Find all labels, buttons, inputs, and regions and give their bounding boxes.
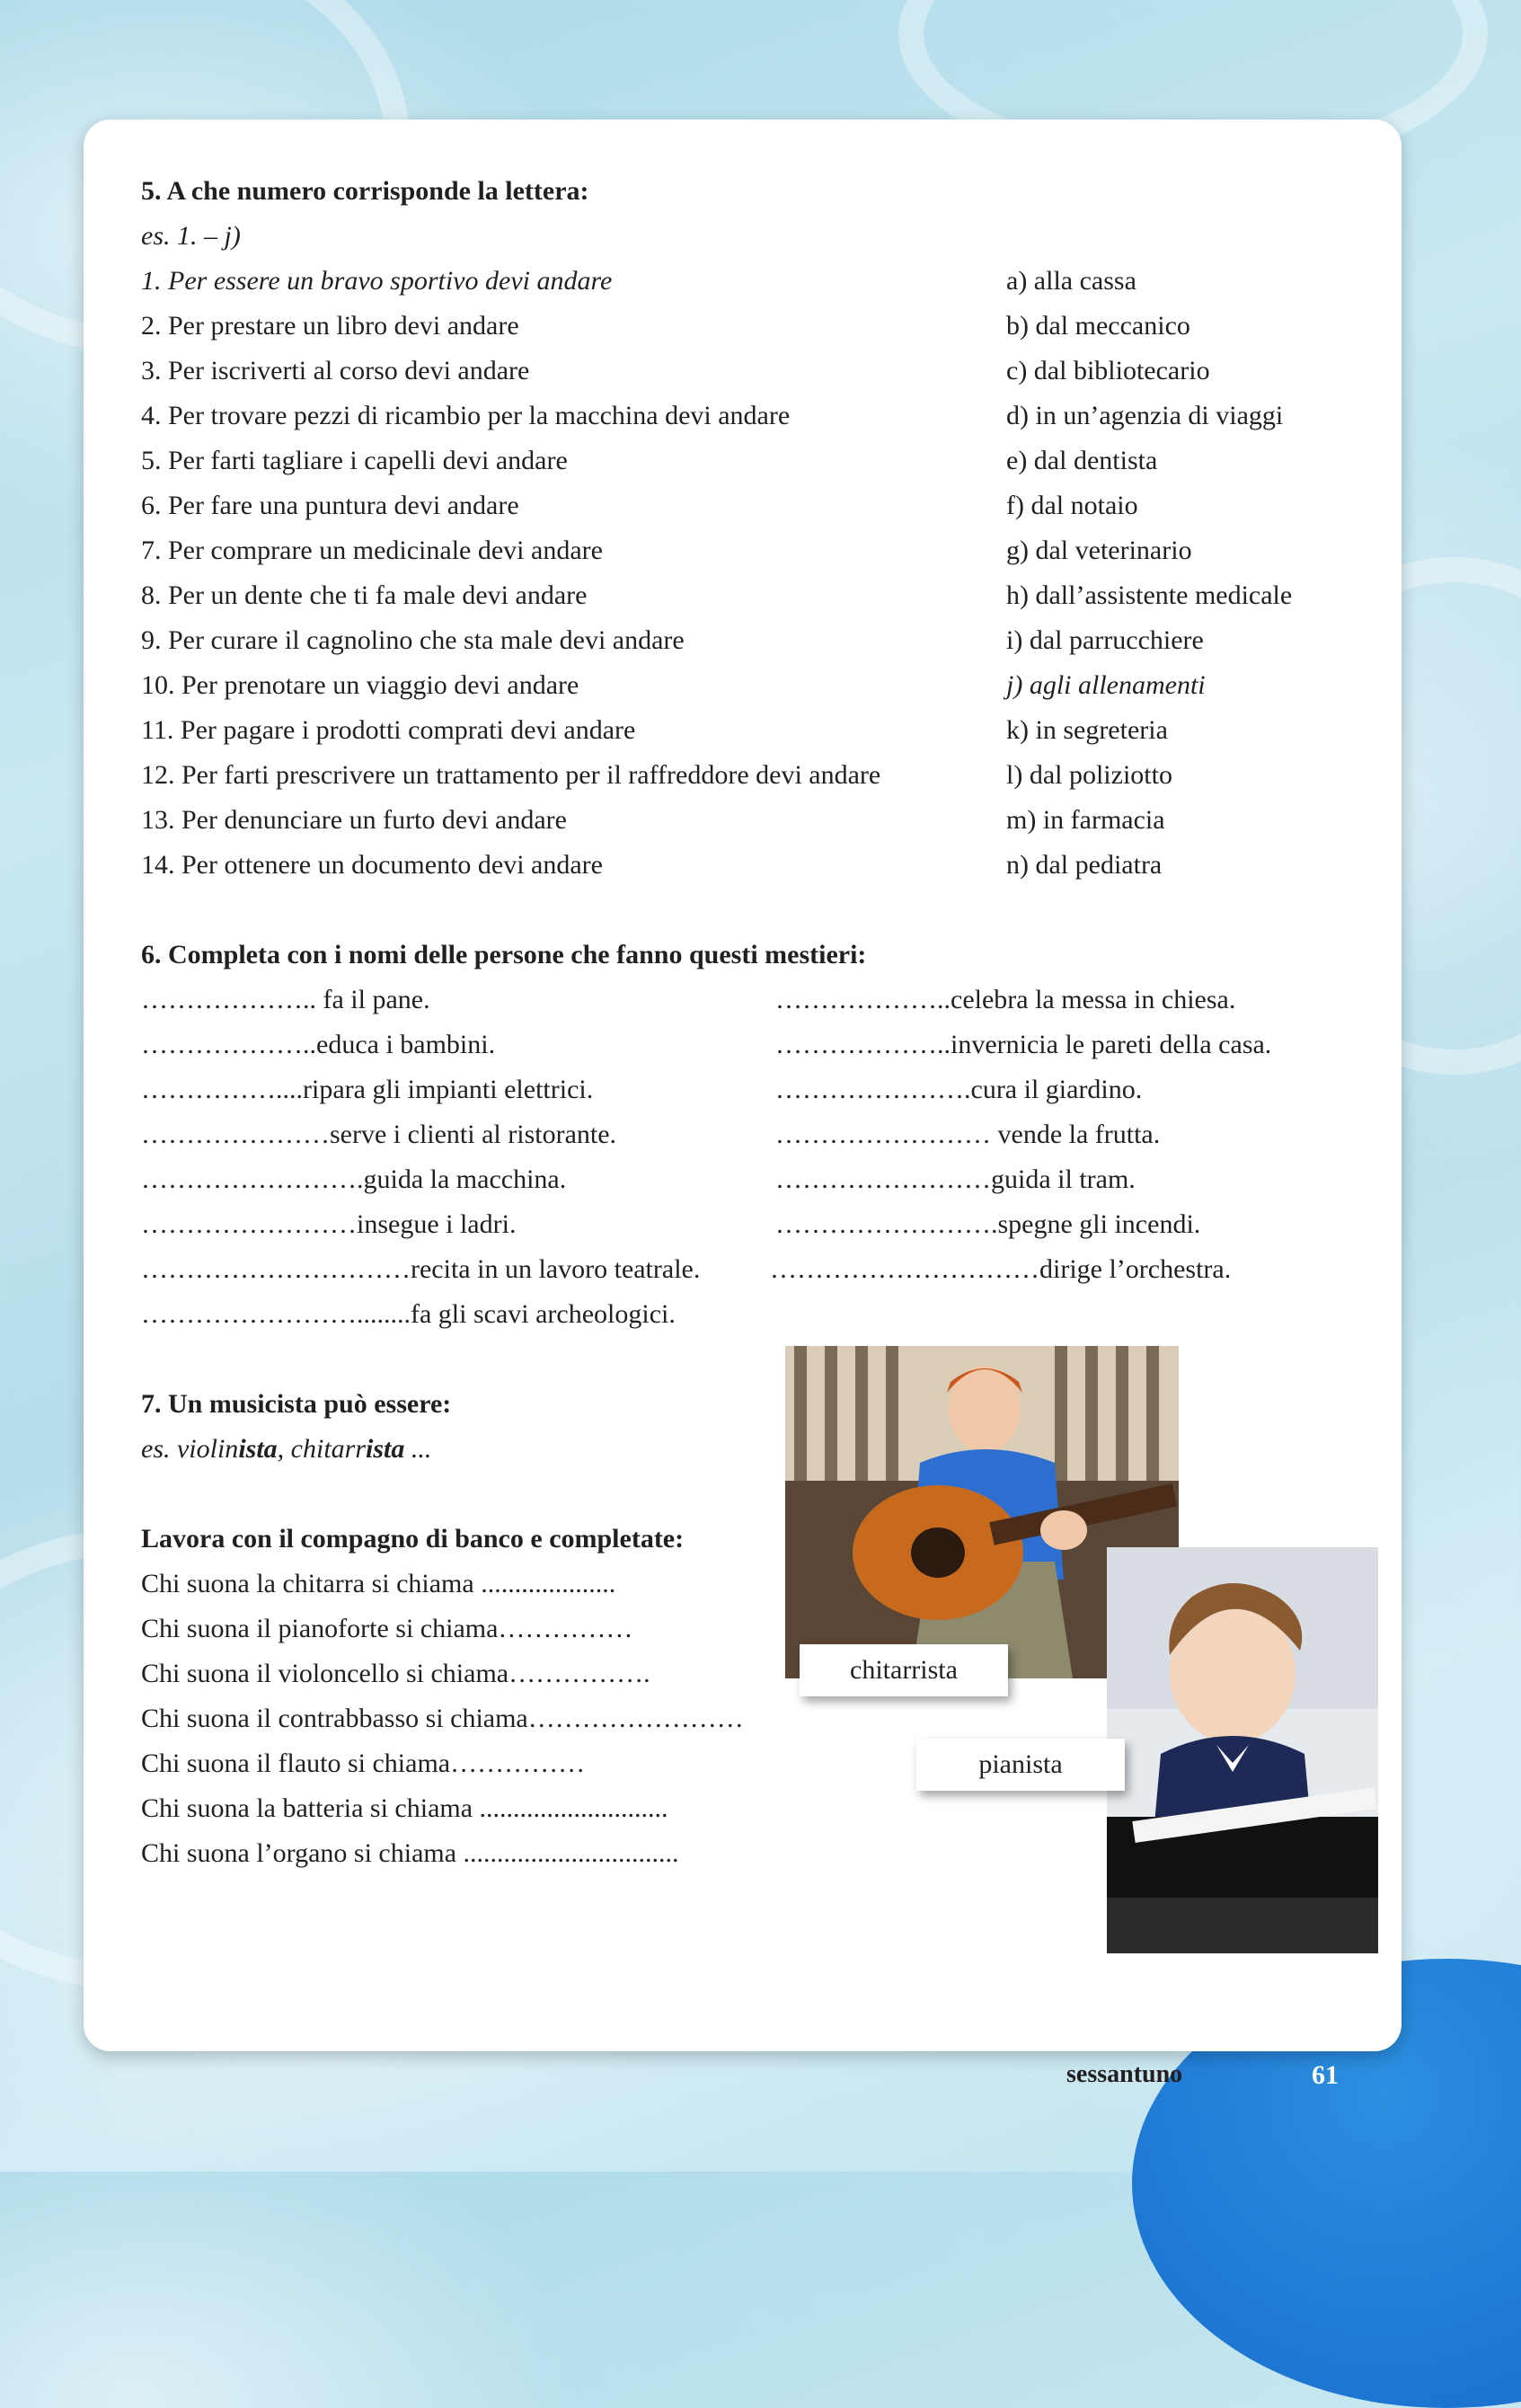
ex5-row (141, 663, 1345, 708)
ex5-row (141, 618, 1345, 663)
ex6-row (141, 1067, 1345, 1112)
ex7-example-text: es. violin (141, 1434, 239, 1464)
ex7-line: Chi suona la chitarra si chiama .................... (141, 1569, 616, 1598)
ex5-row (141, 259, 1345, 304)
ex7-line: Chi suona la batteria si chiama ............................ (141, 1793, 668, 1823)
chitarrista-label: chitarrista (800, 1644, 1008, 1696)
ex5-answer: b) dal meccanico (1006, 311, 1190, 341)
ex5-answer: g) dal veterinario (1006, 536, 1192, 565)
piano-boy-photo (1107, 1547, 1378, 1953)
ex5-answer: a) alla cassa (1006, 266, 1136, 296)
ex6-item: ………………..celebra la messa in chiesa. (775, 985, 1236, 1014)
ex5-answer: l) dal poliziotto (1006, 760, 1172, 790)
ex6-item: ……………………........fa gli scavi archeologici. (141, 1299, 676, 1329)
ex5-row (141, 394, 1345, 438)
ex5-question: 2. Per prestare un libro devi andare (141, 311, 519, 341)
ex5-question: 4. Per trovare pezzi di ricambio per la macchina devi andare (141, 401, 791, 430)
ex5-question: 3. Per iscriverti al corso devi andare (141, 356, 530, 385)
ex6-row (141, 1157, 1345, 1202)
ex5-question: 10. Per prenotare un viaggio devi andare (141, 670, 579, 700)
ex5-row (141, 349, 1345, 394)
ex6-item: …………………….spegne gli incendi. (775, 1209, 1201, 1239)
ex7-title: 7. Un musicista può essere: (141, 1389, 452, 1419)
ex6-item: …………………………dirige l’orchestra. (770, 1254, 1232, 1284)
ex7-example-suffix: ista (238, 1434, 278, 1464)
ex5-example: es. 1. – j) (141, 221, 241, 251)
ex5-row (141, 753, 1345, 798)
page-word: sessantuno (1066, 2060, 1183, 2088)
ex5-question: 9. Per curare il cagnolino che sta male devi andare (141, 625, 685, 655)
ex5-row (141, 708, 1345, 753)
ex5-row (141, 843, 1345, 888)
ex5-answer: f) dal notaio (1006, 491, 1138, 520)
ex6-title: 6. Completa con i nomi delle persone che fanno questi mestieri: (141, 940, 867, 969)
ex5-answer: j) agli allenamenti (1006, 670, 1206, 700)
ex6-item: …………………….guida la macchina. (141, 1164, 567, 1194)
ex6-fill-list (141, 978, 1345, 1337)
ex6-row (141, 978, 1345, 1023)
ex7-line: Chi suona il pianoforte si chiama…………… (141, 1614, 633, 1643)
ex5-question: 12. Per farti prescrivere un trattamento per il raffreddore devi andare (141, 760, 881, 790)
ex7-line: Chi suona il contrabbasso si chiama…………………… (141, 1704, 744, 1733)
ex5-title: 5. A che numero corrisponde la lettera: (141, 176, 589, 206)
ex6-item: ……………....ripara gli impianti elettrici. (141, 1075, 594, 1104)
ex7-line: Chi suona il flauto si chiama…………… (141, 1748, 586, 1778)
ex6-row (141, 1247, 1345, 1292)
ex7-line: Chi suona l’organo si chiama ................................ (141, 1838, 679, 1868)
ex7-subtitle: Lavora con il compagno di banco e completate: (141, 1524, 685, 1554)
ex5-row (141, 528, 1345, 573)
ex5-row (141, 304, 1345, 349)
ex5-answer: h) dall’assistente medicale (1006, 580, 1293, 610)
ex5-row (141, 483, 1345, 528)
ex6-row (141, 1292, 1345, 1337)
ex6-item: …………………… vende la frutta. (775, 1120, 1161, 1149)
ex5-matching-list (141, 259, 1345, 888)
ex5-question: 14. Per ottenere un documento devi andare (141, 850, 603, 880)
ex5-question: 1. Per essere un bravo sportivo devi andare (141, 266, 613, 296)
ex5-answer: d) in un’agenzia di viaggi (1006, 401, 1284, 430)
ex6-item: ……………….. fa il pane. (141, 985, 430, 1014)
ex6-row (141, 1112, 1345, 1157)
ex5-question: 13. Per denunciare un furto devi andare (141, 805, 567, 835)
ex6-row (141, 1023, 1345, 1067)
ex5-answer: k) in segreteria (1006, 715, 1168, 745)
ex6-item: ……………………guida il tram. (775, 1164, 1136, 1194)
ex5-question: 11. Per pagare i prodotti comprati devi andare (141, 715, 636, 745)
ex5-row (141, 438, 1345, 483)
ex6-item: ………………….cura il giardino. (775, 1075, 1143, 1104)
ex5-answer: e) dal dentista (1006, 446, 1158, 475)
ex6-row (141, 1202, 1345, 1247)
ex5-row (141, 798, 1345, 843)
pianista-label: pianista (916, 1739, 1125, 1791)
ex6-item: ………………..educa i bambini. (141, 1030, 496, 1059)
ex5-question: 7. Per comprare un medicinale devi andare (141, 536, 603, 565)
ex6-item: …………………………recita in un lavoro teatrale. (141, 1254, 701, 1284)
ex5-question: 6. Per fare una puntura devi andare (141, 491, 519, 520)
ex5-question: 8. Per un dente che ti fa male devi andare (141, 580, 588, 610)
ex6-item: …………………serve i clienti al ristorante. (141, 1120, 617, 1149)
ex6-item: ………………..invernicia le pareti della casa. (775, 1030, 1272, 1059)
ex7-example-text: , chitarr (277, 1434, 367, 1464)
ex7-line: Chi suona il violoncello si chiama……………. (141, 1659, 650, 1688)
ex7-example-text: ... (404, 1434, 432, 1464)
ex5-question: 5. Per farti tagliare i capelli devi andare (141, 446, 568, 475)
ex5-answer: i) dal parrucchiere (1006, 625, 1204, 655)
ex5-answer: n) dal pediatra (1006, 850, 1163, 880)
ex7-example-suffix: ista (366, 1434, 405, 1464)
page-number: 61 (1312, 2060, 1339, 2090)
ex5-row (141, 573, 1345, 618)
ex6-item: ……………………insegue i ladri. (141, 1209, 517, 1239)
spacer (141, 888, 1345, 933)
ex5-answer: m) in farmacia (1006, 805, 1165, 835)
piano-photo-illustration (1107, 1547, 1378, 1953)
ex5-answer: c) dal bibliotecario (1006, 356, 1210, 385)
